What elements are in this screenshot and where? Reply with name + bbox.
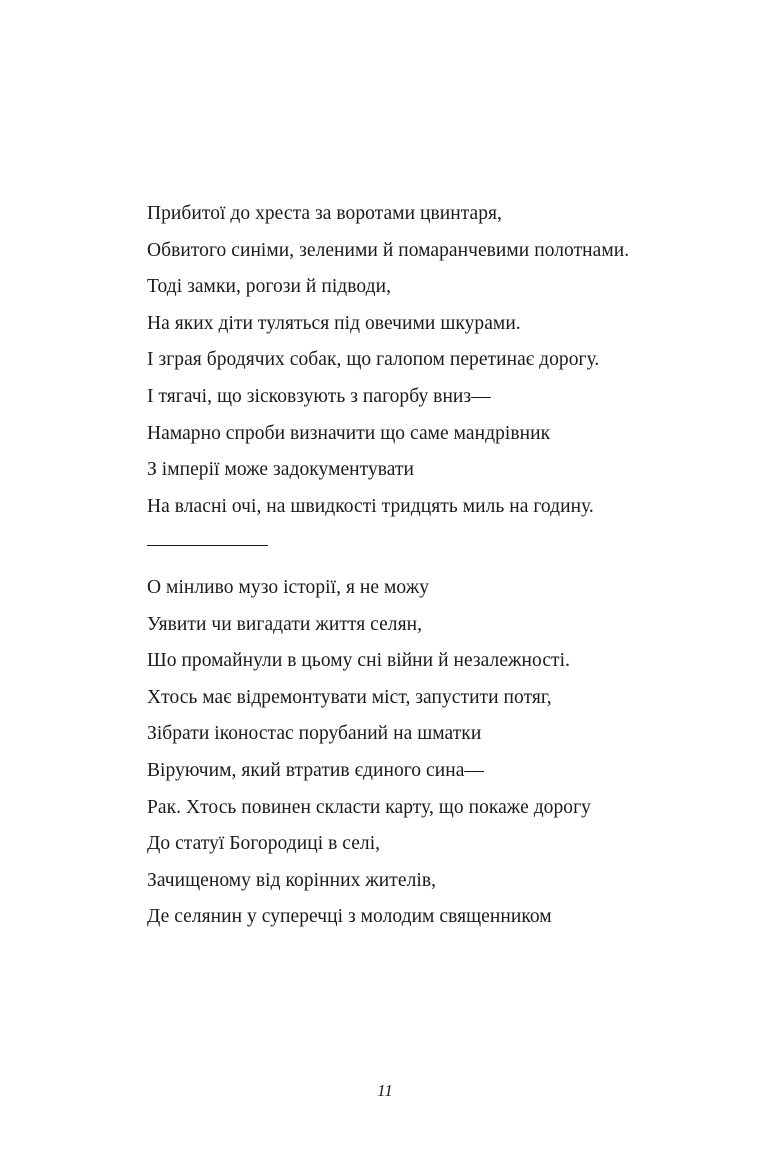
poem-line: З імперії може задокументувати [147,459,415,481]
poem-line: І тягачі, що зісковзують з пагорбу вниз— [147,385,491,407]
poem-line: Зібрати іконостас порубаний на шматки [147,723,482,745]
stanza-2 [147,570,747,936]
poem-line: І зграя бродячих собак, що галопом перетинає дорогу. [147,349,600,371]
poem-line: Шо промайнули в цьому сні війни й незалежності. [147,650,570,672]
section-separator [147,545,268,546]
poem-line: Тоді замки, рогози й підводи, [147,276,392,298]
poem-line: Віруючим, який втратив єдиного сина— [147,759,484,781]
poem-line: Хтось має відремонтувати міст, запустити потяг, [147,686,552,708]
poem-line: Намарно спроби визначити що саме мандрівник [147,422,551,444]
poem-line: Зачищеному від корінних жителів, [147,869,437,891]
poem-line: Де селянин у суперечці з молодим священником [147,906,552,928]
poem-line: О мінливо музо історії, я не можу [147,577,430,598]
page-number: 11 [377,1081,393,1100]
poem-line: Обвитого синіми, зеленими й помаранчевими полотнами. [147,239,630,261]
poem-line: Прибитої до хреста за воротами цвинтаря, [147,203,502,224]
stanza-1 [147,196,747,525]
poem-line: Рак. Хтось повинен скласти карту, що покаже дорогу [147,796,591,818]
poem-line: На яких діти туляться під овечими шкурами. [147,312,521,334]
poem-line: На власні очі, на швидкості тридцять миль на годину. [147,495,594,517]
poem-line: Уявити чи вигадати життя селян, [147,613,423,635]
poem-line: До статуї Богородиці в селі, [147,833,381,855]
